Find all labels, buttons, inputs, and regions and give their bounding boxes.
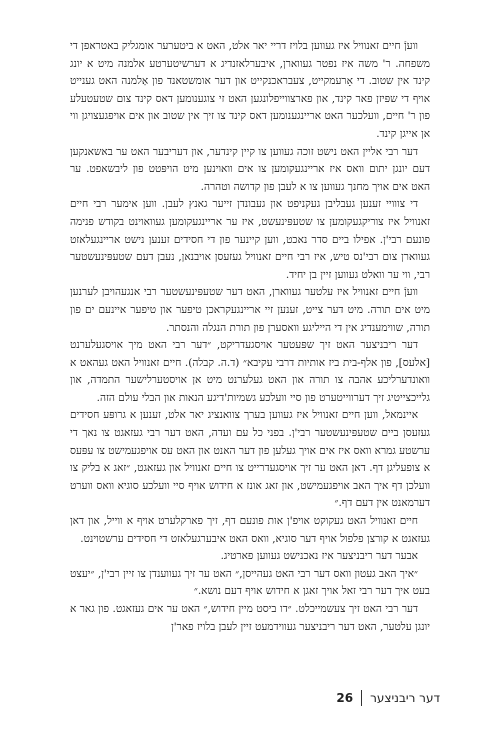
paragraph-3: די צווויי זענען געבליבן געקניפט און געבונדן זייער גאנץ לעבן. ווען אימער רבי חיים זאנוויל איז צוריקגעקומען צו שטעפּינעשט, איז ער אריינגעקומען געוואוינט בקודש פנימה פונעם רבי'ן. אפילו ביים סדר נאכט, ווען קיינער פון די חסידים זענען נישט אריינגעלאזט געווארן צום רבי'נס טיש, איז רבי חיים זאנוויל געזעסן אויבנאן, נעבן דעם שטעפּינעשטער רבי, ווי ער וואלט געווען זיין בן יחיד.: [70, 198, 430, 281]
paragraph-8: אבער דער ריבניצער איז נאכנישט געווען פארטיג.: [220, 550, 418, 563]
page-number: 26: [336, 691, 354, 705]
paragraph-5: דער ריבניצער האט זיך שפּעטער אויסגעדריקט, ״דער רבי האט מיך אויסגעלערנט [אלעס], פון אלף-בית ביז אותיות דרבי עקיבא״ (ד.ה. קבלה). חיים זאנוויל האט געהאט א וואונדערליכע אהבה צו תורה און האט געלערנט מיט אן אויסטערלישער התמדה, און גלייכצייטיג זיך דערווייטערט פון סיי וועלכע גשמיות'דיגע הנאות און הבלי עולם הזה.: [70, 339, 430, 404]
paragraph-2: דער רבי אליין האט נישט זוכה געווען צו קיין קינדער, און דעריבער האט ער באשאנקען דעם יונגן יתום וואס איז אריינגעקומען צו אים וואוינען מיט הויפּטט פון ליבשאפט. ער האט אים אויך מחנך געווען צו א לעבן פון קדושה וטהרה.: [70, 145, 430, 193]
body-text: [70, 38, 430, 636]
page-footer: [60, 690, 440, 706]
paragraph-9: ״איך האב געטון וואס דער רבי האט געהייסן,״ האט ער זיך געווענדן צו זיין רבי'ן, ״יעצט בעט איך דער רבי זאל אויך זאגן א חידוש אויף דעם נושא.״: [70, 567, 430, 598]
running-title: דער ריבניצער: [370, 691, 440, 705]
paragraph-1: וועןֿ חיים זאנוויל איז געווען בלויז דריי יאר אלט, האט א ביטערער אומגליק באטראפן די משפחה. ר' משה איז נפטר געווארן, איבערלאזנדיג א דערשיטערטע אלמנה מיט א יונג קינד אין שטוב. די אָרעמקייט, צעבראכנקייט און דער אומשטאנד פון אַלמנה האט גענייט אויף די שפּיזן פאר קינד, און פארצווייפלונגען האט זי צוגענומען דאס קינד צום שטעטעלע פון ר' חיים, וועלכער האט אריינגענומען דאס קינד צו זיך אין שטוב און אים אויפגעצויגן ווי אן אייגן קינד.: [70, 40, 430, 140]
paragraph-7: חיים זאנוויל האט געקוקט אויפ'ן אות פונעם דף, זיך פארקלערט אויף א ווייל, און דאן געזאגט א קורצן פלפול אויף דער סוגיא, וואס האט איבערגעלאזט די חסידים ערשטוינט.: [70, 515, 430, 545]
paragraph-4: וועןֿ חיים זאנוויל איז עלטער געווארן, האט דער שטעפּינעשטער רבי אנגעהויבן לערנען מיט אים תורה. מיט דער צייט, זענען זיי אריינגעקראכן טיפער און טיפער איינעם ים פון תורה, שווימענדיג אין די הייליגע וואסערן פון תורת הנגלה והנסתר.: [70, 286, 430, 334]
paragraph-10: דער רבי האט זיך צעשמייכלט. ״דו ביסט מיין חידוש,״ האט ער אים געזאגט. פון גאר א יונגן עלטער, האט דער ריבניצער געווידמעט זיין לעבן בלויז פאר'ן: [70, 603, 430, 633]
paragraph-6: איינמאל, ווען חיים זאנוויל איז געווען בערך צוואנציג יאר אלט, זענען א גרופּע חסידים געזעסן ביים שטעפּינעשטער רבי'ן. בפני כל עם ועדה, האט דער רבי געזאגט צו נאך די ערשטע גמרא וואס איז אים אויך געלען פון דער האנט און האט עס אויפגעמישט צו עפּעס א צופעליגן דף. דאן האט ער זיך אויסגעדרייט צו חיים זאנוויל און געזאגט, ״זאג א בליק צו וועלכן דף איך האב אויפגעמישט, און זאג אונז א חידוש אויף סיי וועלכע סוגיא וואס ווערט דערמאנט אין דעם דף.״: [70, 409, 430, 510]
footer-divider: [361, 690, 362, 706]
